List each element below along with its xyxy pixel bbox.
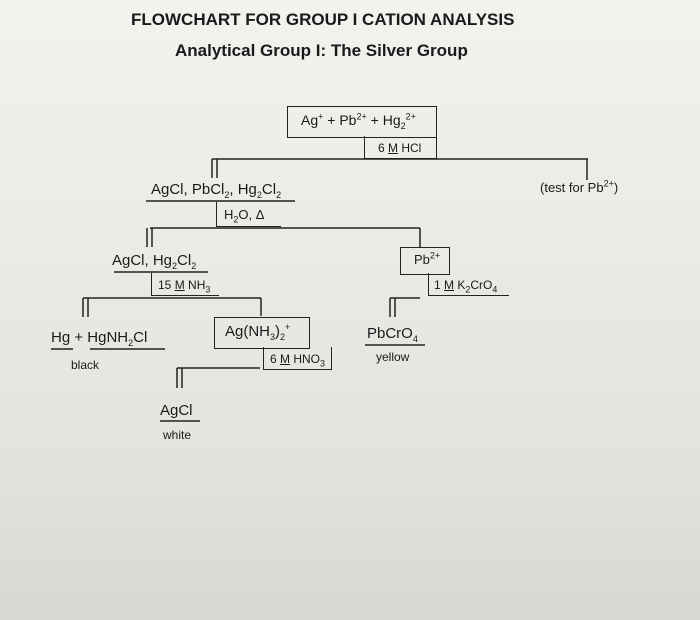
page-title: FLOWCHART FOR GROUP I CATION ANALYSIS xyxy=(131,10,515,29)
mercury-color: black xyxy=(71,358,100,372)
silver-chloride: AgCl xyxy=(160,402,193,419)
start-ions: $Ag^+ + Pb^{2+} + Hg_2^{2+}$ xyxy=(301,111,416,131)
reagent-hcl: 6 M HCl xyxy=(378,141,422,155)
reagent-nh3: 15 M $NH_3$ xyxy=(158,278,211,295)
precipitate-chlorides: AgCl, PbCl$_2$, $Hg_2Cl_2$ xyxy=(151,181,282,200)
pb-ion: $Pb^{2+}$ xyxy=(414,250,441,267)
reagent-k2cro4: 1 M $K_2CrO_4$ xyxy=(434,278,498,295)
mercury-products: Hg + HgNH$_2$Cl xyxy=(51,329,148,348)
silver-ammine-complex: $Ag(NH_3)_2^+$ xyxy=(225,322,291,342)
lead-chromate-color: yellow xyxy=(376,350,410,364)
residue-agcl-hg2cl2: AgCl, $Hg_2Cl_2$ xyxy=(112,252,197,271)
reagent-hot-water: $H_2O$, Δ xyxy=(224,207,265,225)
lead-chromate: PbCrO$_4$ xyxy=(367,325,418,344)
test-for-pb-label: (test for $Pb^{2+}$) xyxy=(540,178,619,195)
silver-chloride-color: white xyxy=(163,428,192,442)
page-subtitle: Analytical Group I: The Silver Group xyxy=(175,41,468,60)
reagent-hno3: 6 M $HNO_3$ xyxy=(270,352,326,369)
